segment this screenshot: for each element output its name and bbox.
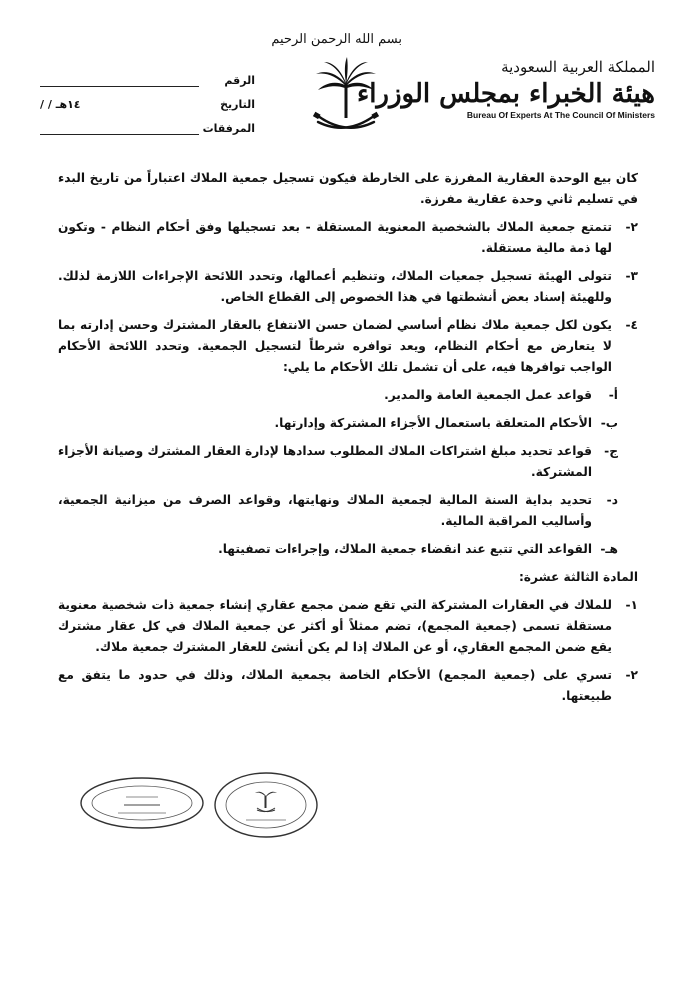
official-stamp-round <box>212 770 320 840</box>
item-text: تتمتع جمعية الملاك بالشخصية المعنوية المستقلة - بعد تسجيلها وفق أحكام النظام - وتكون لها ذمة مالية مستقلة. <box>58 220 612 255</box>
sub-item-text: الأحكام المتعلقة باستعمال الأجزاء المشتركة وإدارتها. <box>274 416 592 430</box>
item-text: يكون لكل جمعية ملاك نظام أساسي لضمان حسن الانتفاع بالعقار المشترك وحسن إدارته بما لا يتعارض مع أحكام النظام، ويعد توافره شرطاً لتسجيل الجمعية. وتحدد اللائحة الأحكام الواجب توافرها فيه، على أن تشمل تلك الأحكام ما يلي: <box>58 318 612 374</box>
sub-item <box>58 539 618 560</box>
basmala: بسم الله الرحمن الرحيم <box>271 32 402 47</box>
kingdom-name: المملكة العربية السعودية <box>501 58 655 76</box>
numbered-item <box>58 665 638 707</box>
item-number: ٢- <box>625 220 638 234</box>
numbered-item <box>58 266 638 308</box>
item-number: ٤- <box>625 318 638 332</box>
attachments-line <box>40 120 199 135</box>
official-stamp-oval <box>78 775 206 831</box>
bureau-name-english: Bureau Of Experts At The Council Of Ministers <box>466 110 655 120</box>
document-body <box>58 168 638 714</box>
sub-item-text: القواعد التي تتبع عند انقضاء جمعية الملاك، وإجراءات تصفيتها. <box>218 542 592 556</box>
sub-item-text: تحديد بداية السنة المالية لجمعية الملاك ونهايتها، وقواعد الصرف من ميزانية الجمعية، وأساليب المراقبة المالية. <box>58 493 592 528</box>
date-row <box>40 87 255 111</box>
item-text: تسري على (جمعية المجمع) الأحكام الخاصة بجمعية الملاك، وذلك في حدود ما يتفق مع طبيعتها. <box>58 668 612 703</box>
sub-item-label: ب- <box>600 416 618 430</box>
sub-item-text: قواعد عمل الجمعية العامة والمدير. <box>384 388 592 402</box>
numbered-item <box>58 217 638 259</box>
number-line <box>40 72 199 87</box>
item-number: ١- <box>625 598 638 612</box>
sub-item-label: ج- <box>604 444 618 458</box>
item-number: ٣- <box>625 269 638 283</box>
organization-header <box>356 58 655 120</box>
date-value: / / ١٤هـ <box>40 98 81 111</box>
attachments-label: المرفقات <box>202 122 255 135</box>
sub-item-label: أ- <box>608 388 618 402</box>
number-label: الرقم <box>224 74 255 87</box>
article-heading: المادة الثالثة عشرة: <box>518 570 638 584</box>
reference-fields <box>40 63 255 135</box>
attachments-row <box>40 111 255 135</box>
item-text: تتولى الهيئة تسجيل جمعيات الملاك، وتنظيم أعمالها، وتحدد اللائحة الإجراءات اللازمة لذلك. وللهيئة إسناد بعض أنشطتها في هذا الخصوص إلى القطاع الخاص. <box>58 269 612 304</box>
sub-item <box>58 441 618 483</box>
bureau-name-arabic: هيئة الخبراء بمجلس الوزراء <box>356 79 655 109</box>
intro-paragraph: كان بيع الوحدة العقارية المفرزة على الخارطة فيكون تسجيل جمعية الملاك اعتباراً من تاريخ البدء في تسليم ثاني وحدة عقارية مفرزة. <box>58 171 638 206</box>
sub-item <box>58 385 618 406</box>
date-label: التاريخ <box>220 98 255 111</box>
sub-item-text: قواعد تحديد مبلغ اشتراكات الملاك المطلوب سدادها لإدارة العقار المشترك وصيانة الأجزاء المشتركة. <box>58 444 592 479</box>
numbered-item <box>58 315 638 378</box>
sub-item-label: هـ- <box>600 542 618 556</box>
item-number: ٢- <box>625 668 638 682</box>
number-row <box>40 63 255 87</box>
numbered-item <box>58 595 638 658</box>
sub-item <box>58 490 618 532</box>
item-text: للملاك في العقارات المشتركة التي تقع ضمن مجمع عقاري إنشاء جمعية ذات شخصية معنوية مستقلة تسمى (جمعية المجمع)، تضم ممثلاً أو أكثر عن جمعية الملاك في كل عقار مشترك يقع ضمن المجمع العقاري، أو عن الملاك إذا لم يكن أنشئ للعقار المشترك جمعية ملاك. <box>58 598 612 654</box>
sub-item <box>58 413 618 434</box>
sub-item-label: د- <box>606 493 618 507</box>
